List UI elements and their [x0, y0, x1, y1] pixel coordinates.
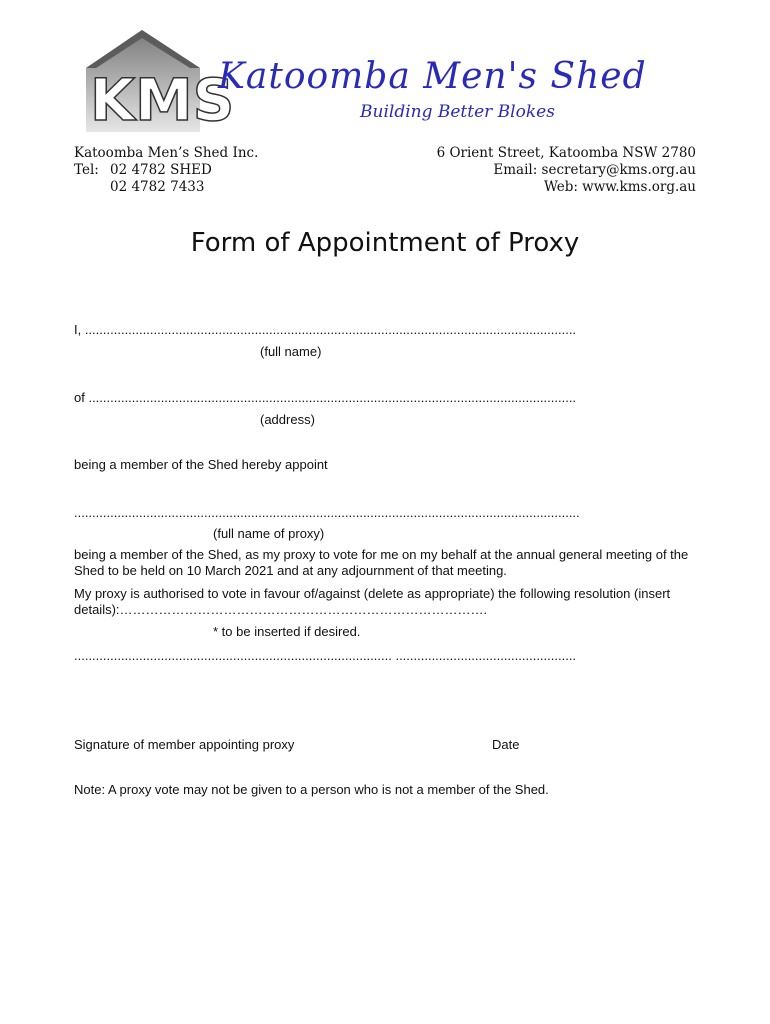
brand-tagline: Building Better Blokes — [360, 102, 555, 122]
street-address: 6 Orient Street, Katoomba NSW 2780 — [436, 145, 696, 161]
org-name: Katoomba Men’s Shed Inc. — [74, 145, 259, 161]
kms-logo — [78, 28, 235, 140]
web-address: Web: www.kms.org.au — [543, 179, 696, 195]
note-text: Note: A proxy vote may not be given to a person who is not a member of the Shed. — [74, 782, 549, 797]
authorise-paragraph[interactable]: My proxy is authorised to vote in favour of/against (delete as appropriate) the following resolution (insert details):…………………………………………………………………………. — [74, 586, 671, 617]
house-logo-icon — [78, 28, 235, 140]
phone-primary: 02 4782 SHED — [110, 162, 212, 178]
appoint-text: being a member of the Shed hereby appoint — [74, 457, 328, 472]
contact-right — [437, 145, 696, 196]
phone-secondary: 02 4782 7433 — [110, 179, 205, 195]
proxy-name-caption: (full name of proxy) — [213, 526, 325, 541]
full-name-caption: (full name) — [260, 344, 322, 359]
resolution-field[interactable]: ........................................................................................ .................................................. — [74, 648, 577, 663]
email-address: Email: secretary@kms.org.au — [493, 162, 696, 178]
proxy-paragraph: being a member of the Shed, as my proxy to vote for me on my behalf at the annual general meeting of the Shed to be held on 10 March 2021 and at any adjournment of that meeting. — [74, 547, 689, 578]
contact-left — [74, 145, 258, 196]
tel-label: Tel: — [74, 162, 99, 178]
address-caption: (address) — [260, 412, 315, 427]
proxy-name-field[interactable]: ............................................................................................................................................ — [74, 505, 580, 520]
signature-label: Signature of member appointing proxy — [74, 737, 295, 752]
logo-letters: KMS — [90, 66, 235, 134]
address-field[interactable]: of ....................................................................................................................................... — [74, 390, 577, 405]
date-label: Date — [492, 737, 520, 752]
full-name-field[interactable]: I, ........................................................................................................................................ — [74, 322, 577, 337]
brand-name: Katoomba Men's Shed — [218, 56, 647, 97]
insert-note: * to be inserted if desired. — [213, 624, 361, 639]
page-title: Form of Appointment of Proxy — [190, 228, 580, 258]
phone-row — [74, 162, 258, 179]
